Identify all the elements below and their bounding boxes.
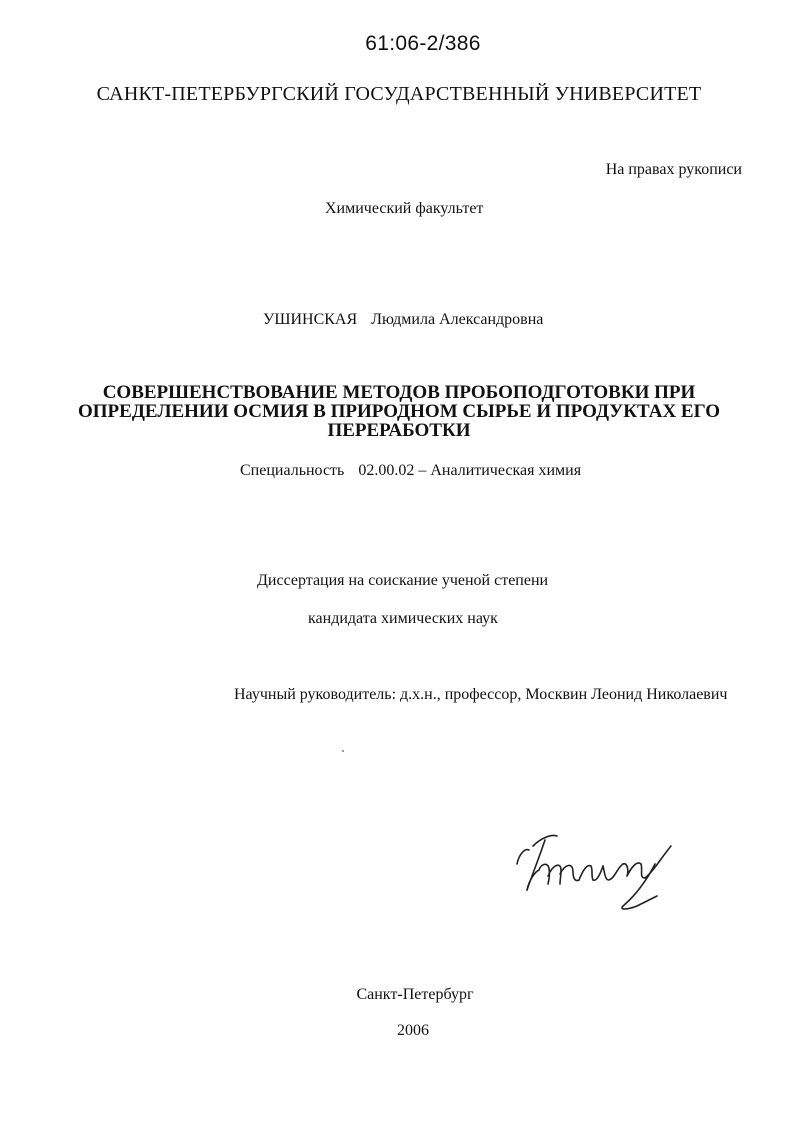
specialty-label: Специальность <box>240 462 345 479</box>
author-given-names: Людмила Александровна <box>371 311 544 328</box>
year: 2006 <box>397 1022 429 1039</box>
scientific-supervisor: Научный руководитель: д.х.н., профессор, Москвин Леонид Николаевич <box>234 686 728 703</box>
title-line: ПЕРЕРАБОТКИ <box>327 420 471 441</box>
dissertation-title <box>0 383 798 440</box>
title-line: ОПРЕДЕЛЕНИИ ОСМИЯ В ПРИРОДНОМ СЫРЬЕ И ПРОДУКТАХ ЕГО <box>77 401 720 422</box>
dissertation-degree-line: Диссертация на соискание ученой степени <box>257 572 549 589</box>
city: Санкт-Петербург <box>356 986 474 1003</box>
scan-speck <box>342 750 344 752</box>
archive-code: 61:06-2/386 <box>365 32 481 55</box>
signature-text: Ушинская <box>505 820 510 821</box>
specialty <box>240 462 581 480</box>
rights-note: На правах рукописи <box>605 161 742 178</box>
title-line: СОВЕРШЕНСТВОВАНИЕ МЕТОДОВ ПРОБОПОДГОТОВКИ ПРИ <box>102 382 696 403</box>
faculty-name: Химический факультет <box>325 200 484 217</box>
author-name <box>263 311 543 329</box>
degree-name: кандидата химических наук <box>308 610 498 627</box>
author-signature <box>505 820 690 915</box>
specialty-value: 02.00.02 – Аналитическая химия <box>358 462 582 479</box>
author-surname: УШИНСКАЯ <box>263 311 358 328</box>
university-name: САНКТ-ПЕТЕРБУРГСКИЙ ГОСУДАРСТВЕННЫЙ УНИВЕРСИТЕТ <box>96 83 702 105</box>
